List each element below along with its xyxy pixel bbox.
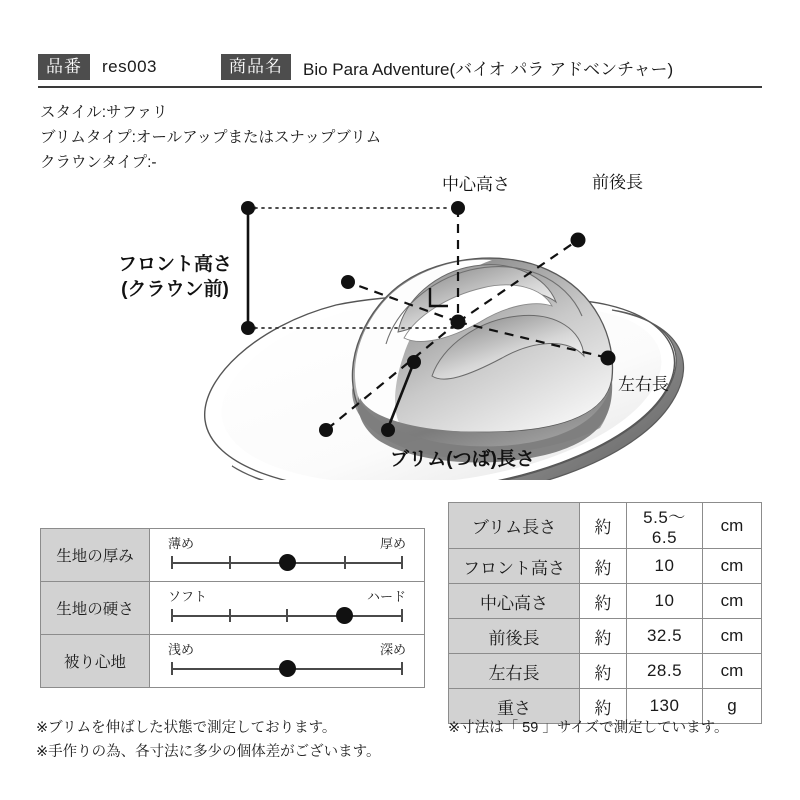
slider-label-hardness: 生地の硬さ [41, 582, 150, 635]
table-row [41, 529, 425, 582]
table-row [41, 635, 425, 688]
slider-tick [401, 609, 403, 622]
measure-approx-left-right: 約 [580, 654, 627, 689]
measure-approx-front-back: 約 [580, 619, 627, 654]
table-row [41, 582, 425, 635]
slider-label-fit: 被り心地 [41, 635, 150, 688]
note-measured-size: ※寸法は「 59 」サイズで測定しています。 [448, 720, 729, 736]
spec-line-style: スタイル:サファリ [40, 104, 168, 121]
slider-max-label-hardness: ハード [366, 589, 406, 604]
slider-fit[interactable] [150, 635, 424, 687]
label-front-height-line2: (クラウン前) [121, 279, 229, 300]
measure-unit-weight: g [703, 689, 762, 724]
product-code-value: res003 [102, 57, 157, 76]
slider-max-label-fit: 深め [379, 642, 406, 657]
measure-value-center-height: 10 [627, 584, 703, 619]
notes-right [448, 716, 729, 740]
node-brim-outer [319, 423, 333, 437]
product-header [38, 52, 762, 82]
measure-approx-front-height: 約 [580, 549, 627, 584]
product-name-badge: 商品名 [221, 54, 291, 80]
spec-line-brim-type: ブリムタイプ:オールアップまたはスナップブリム [40, 129, 382, 146]
table-row [449, 654, 762, 689]
feel-rating-table [40, 528, 425, 688]
measure-label-brim-length: ブリム長さ [449, 503, 580, 549]
measurement-table [448, 502, 762, 724]
slider-tick [171, 609, 173, 622]
slider-tick [229, 556, 231, 569]
measure-value-front-back: 32.5 [627, 619, 703, 654]
measure-label-front-height: フロント高さ [449, 549, 580, 584]
slider-value-dot[interactable] [279, 660, 296, 677]
measure-approx-brim-length: 約 [580, 503, 627, 549]
label-brim-length: ブリム(つば)長さ [390, 449, 535, 470]
measure-unit-left-right: cm [703, 654, 762, 689]
measure-unit-brim-length: cm [703, 503, 762, 549]
table-row [449, 549, 762, 584]
measure-label-left-right: 左右長 [449, 654, 580, 689]
feel-rating-body [41, 529, 425, 688]
measure-unit-front-back: cm [703, 619, 762, 654]
measure-value-front-height: 10 [627, 549, 703, 584]
measure-label-center-height: 中心高さ [449, 584, 580, 619]
measure-approx-center-height: 約 [580, 584, 627, 619]
measure-label-weight: 重さ [449, 689, 580, 724]
measure-value-left-right: 28.5 [627, 654, 703, 689]
node-left-right-end [601, 351, 616, 366]
label-front-height [118, 252, 232, 302]
node-brim-end [381, 423, 395, 437]
measure-approx-weight: 約 [580, 689, 627, 724]
slider-thickness[interactable] [150, 529, 424, 581]
notes-left [36, 716, 381, 764]
slider-tick [229, 609, 231, 622]
table-row [449, 619, 762, 654]
slider-value-dot[interactable] [279, 554, 296, 571]
slider-value-dot[interactable] [336, 607, 353, 624]
measure-value-weight: 130 [627, 689, 703, 724]
slider-label-thickness: 生地の厚み [41, 529, 150, 582]
measure-unit-front-height: cm [703, 549, 762, 584]
node-center-height-top [451, 201, 465, 215]
measure-unit-center-height: cm [703, 584, 762, 619]
slider-hardness[interactable] [150, 582, 424, 634]
measure-value-brim-length: 5.5〜6.5 [627, 503, 703, 549]
note-handmade-variance: ※手作りの為、各寸法に多少の個体差がございます。 [36, 744, 381, 760]
slider-min-label-hardness: ソフト [168, 589, 208, 604]
measurement-table-body [449, 503, 762, 724]
node-brim-inner [407, 355, 421, 369]
measure-label-front-back: 前後長 [449, 619, 580, 654]
slider-min-label-fit: 浅め [168, 642, 195, 657]
slider-tick [171, 556, 173, 569]
label-center-height: 中心高さ [442, 175, 510, 194]
hat-measurement-diagram [0, 130, 800, 480]
label-left-right-length: 左右長 [618, 375, 669, 394]
slider-track-fit[interactable] [150, 635, 425, 688]
slider-track-hardness[interactable] [150, 582, 425, 635]
node-center-origin [451, 315, 466, 330]
slider-tick [344, 556, 346, 569]
node-front-back-end [571, 233, 586, 248]
slider-tick [286, 609, 288, 622]
hat-illustration-svg [0, 130, 800, 480]
label-front-height-line1: フロント高さ [118, 254, 233, 275]
slider-tick [171, 662, 173, 675]
slider-track-thickness[interactable] [150, 529, 425, 582]
node-left-right-back [341, 275, 355, 289]
spec-line-crown-type: クラウンタイプ:- [40, 154, 157, 171]
slider-tick [401, 556, 403, 569]
table-row [449, 584, 762, 619]
slider-tick [401, 662, 403, 675]
note-brim-stretched: ※ブリムを伸ばした状態で測定しております。 [36, 720, 337, 736]
header-divider [38, 86, 762, 88]
table-row [449, 503, 762, 549]
slider-min-label-thickness: 薄め [168, 536, 195, 551]
node-front-height-top [241, 201, 255, 215]
node-front-height-bottom [241, 321, 255, 335]
product-code-badge: 品番 [38, 54, 90, 80]
slider-max-label-thickness: 厚め [379, 536, 406, 551]
label-front-back-length: 前後長 [592, 173, 643, 192]
product-name-value: Bio Para Adventure(バイオ パラ アドベンチャー) [302, 59, 674, 79]
